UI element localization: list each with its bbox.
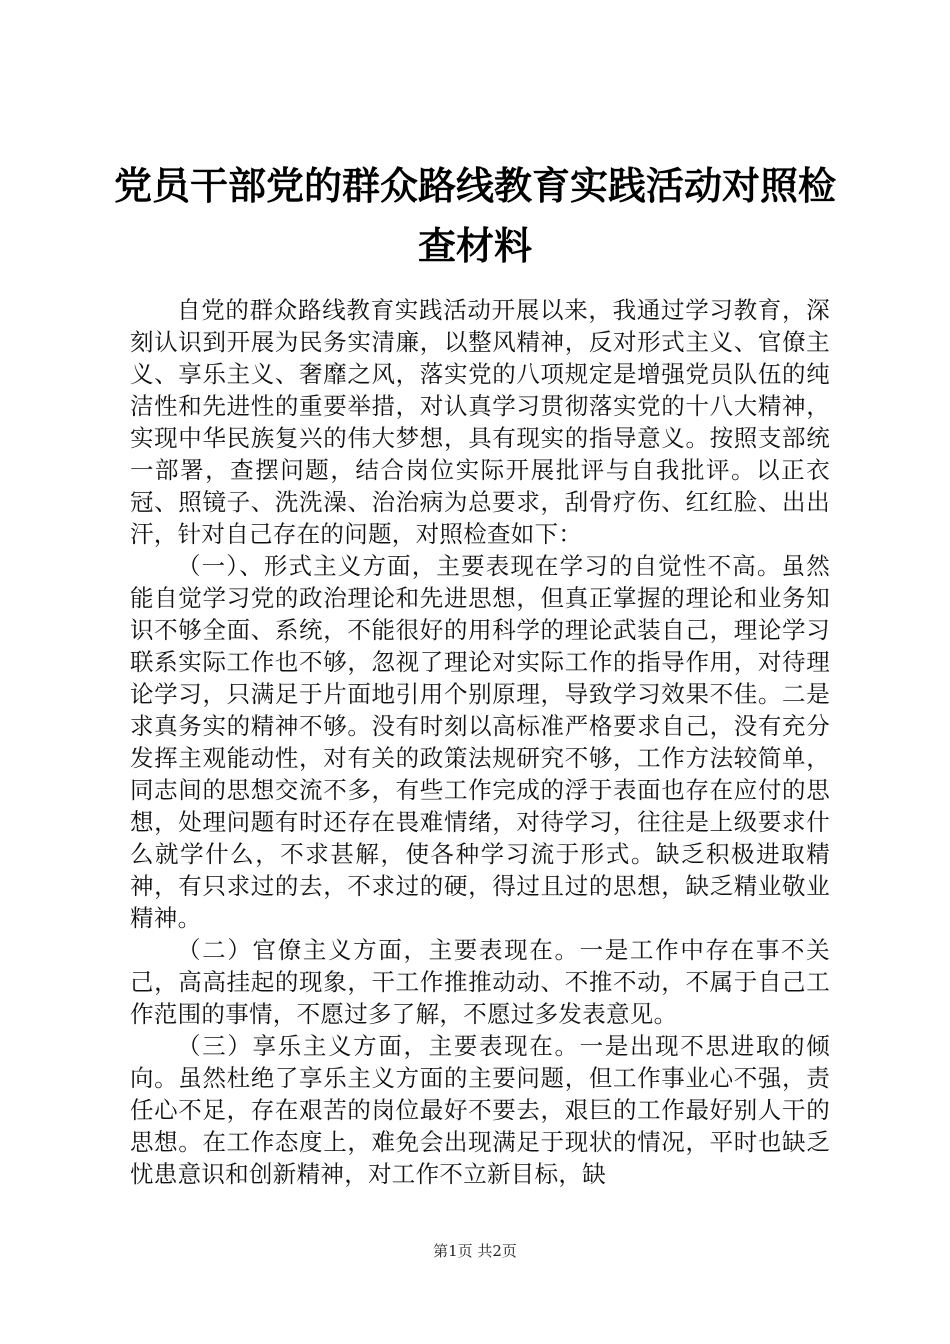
paragraph-bureaucracy: （二）官僚主义方面，主要表现在。一是工作中存在事不关己，高高挂起的现象，干工作推推动动、不推不动，不属于自己工作范围的事情，不愿过多了解，不愿过多发表意见。 <box>130 936 830 1028</box>
page-number-footer: 第1页 共2页 <box>433 1242 517 1260</box>
paragraph-intro: 自党的群众路线教育实践活动开展以来，我通过学习教育，深刻认识到开展为民务实清廉，以整风精神，反对形式主义、官僚主义、享乐主义、奢靡之风，落实党的八项规定是增强党员队伍的纯洁性和先进性的重要举措，对认真学习贯彻落实党的十八大精神，实现中华民族复兴的伟大梦想，具有现实的指导意义。按照支部统一部署，查摆问题，结合岗位实际开展批评与自我批评。以正衣冠、照镜子、洗洗澡、治治病为总要求，刮骨疗伤、红红脸、出出汗，针对自己存在的问题，对照检查如下： <box>130 296 830 548</box>
paragraph-hedonism: （三）享乐主义方面，主要表现在。一是出现不思进取的倾向。虽然杜绝了享乐主义方面的主要问题，但工作事业心不强，责任心不足，存在艰苦的岗位最好不要去，艰巨的工作最好别人干的思想。在工作态度上，难免会出现满足于现状的情况，平时也缺乏忧患意识和创新精神，对工作不立新目标，缺 <box>130 1032 830 1188</box>
paragraph-formalism: （一）、形式主义方面，主要表现在学习的自觉性不高。虽然能自觉学习党的政治理论和先进思想，但真正掌握的理论和业务知识不够全面、系统，不能很好的用科学的理论武装自己，理论学习联系实际工作也不够，忽视了理论对实际工作的指导作用，对待理论学习，只满足于片面地引用个别原理，导致学习效果不佳。二是求真务实的精神不够。没有时刻以高标准严格要求自己，没有充分发挥主观能动性，对有关的政策法规研究不够，工作方法较简单，同志间的思想交流不多，有些工作完成的浮于表面也存在应付的思想，处理问题有时还存在畏难情绪，对待学习，往往是上级要求什么就学什么，不求甚解，使各种学习流于形式。缺乏积极进取精神，有只求过的去，不求过的硬，得过且过的思想，缺乏精业敬业精神。 <box>130 552 830 932</box>
document-title: 党员干部党的群众路线教育实践活动对照检查材料 <box>113 164 836 268</box>
document-body <box>130 294 830 1190</box>
